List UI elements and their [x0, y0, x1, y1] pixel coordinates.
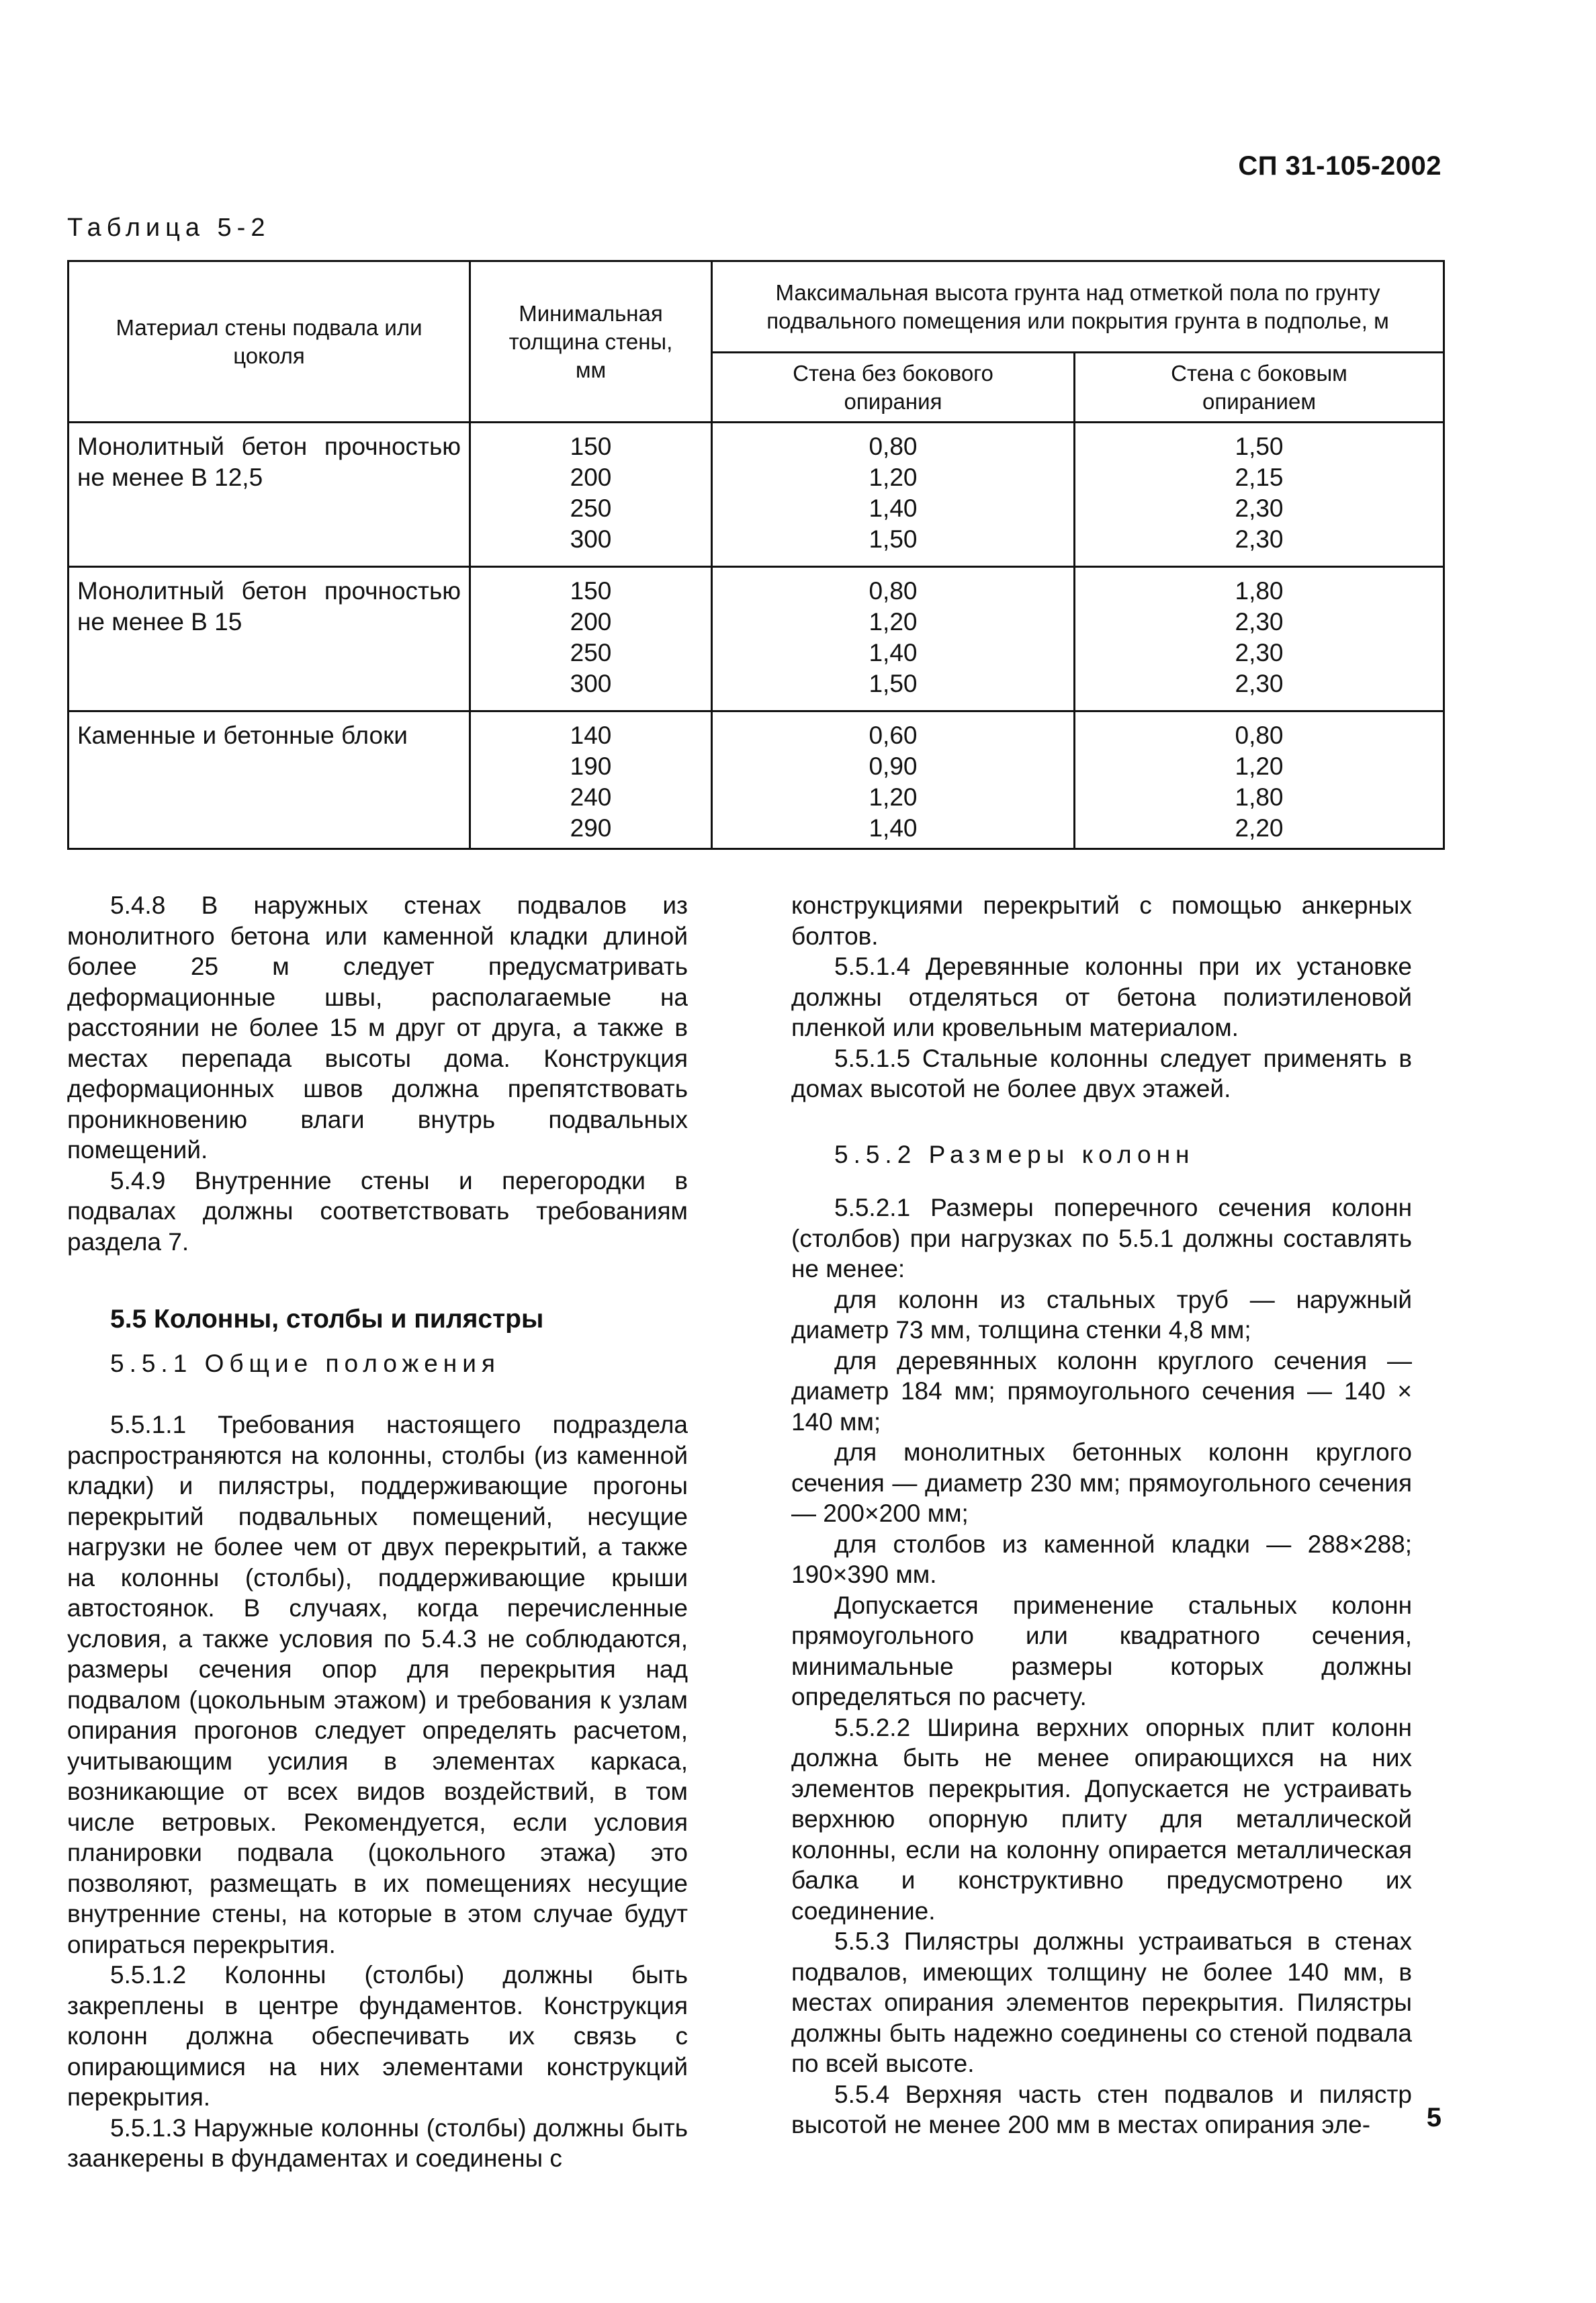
with-support-cell [1075, 711, 1444, 849]
thickness-cell [470, 423, 712, 567]
value: 1,40 [869, 814, 918, 842]
value: 1,40 [869, 494, 918, 522]
value: 300 [570, 525, 612, 553]
value: 1,50 [869, 525, 918, 553]
document-code: СП 31-105-2002 [1238, 151, 1442, 181]
no-support-cell [712, 711, 1075, 849]
value: 250 [570, 639, 612, 666]
value: 0,90 [869, 752, 918, 780]
value: 1,80 [1235, 577, 1284, 605]
value: 2,30 [1235, 670, 1284, 697]
value: 200 [570, 608, 612, 636]
list-item-masonry: для столбов из каменной кладки — 288×288; 190×390 мм. [791, 1530, 1412, 1588]
with-support-cell [1075, 423, 1444, 567]
list-item-concrete: для монолитных бетонных колонн круглого сечения — диаметр 230 мм; прямоугольного сечения — 200×200 мм; [791, 1438, 1412, 1527]
value: 0,80 [1235, 722, 1284, 749]
value: 1,20 [1235, 752, 1284, 780]
header-min-thickness: Минимальная толщина стены, мм [470, 261, 712, 423]
header-material: Материал стены подвала или цоколя [69, 261, 470, 423]
paragraph-5-5-1-3: 5.5.1.3 Наружные колонны (столбы) должны быть заанкерены в фундаментах и соединены с [67, 2114, 688, 2172]
no-support-cell [712, 423, 1075, 567]
value: 1,40 [869, 639, 918, 666]
header-max-height: Максимальная высота грунта над отметкой пола по грунту подвального помещения или покрытия грунта в подполье, м [712, 261, 1444, 353]
paragraph-5-5-2-2: 5.5.2.2 Ширина верхних опорных плит колонн должна быть не менее опирающихся на них элементов перекрытия. Допускается не устраивать верхнюю опорную плиту для металлической колонны, если на колонну опирается металлическая балка и конструктивно предусмотрено их соединение. [791, 1713, 1412, 1925]
value: 1,20 [869, 608, 918, 636]
value: 0,80 [869, 577, 918, 605]
subsection-heading: 5.5.2 Размеры колонн [834, 1140, 1195, 1168]
with-support-cell [1075, 567, 1444, 711]
table-row [69, 711, 1444, 849]
right-column [791, 890, 1412, 2140]
value: 1,20 [869, 783, 918, 811]
header-no-support: Стена без бокового опирания [712, 353, 1075, 423]
paragraph-5-5-1-4: 5.5.1.4 Деревянные колонны при их установке должны отделяться от бетона полиэтиленовой пленкой или кровельным материалом. [791, 953, 1412, 1041]
header-with-support: Стена с боковым опиранием [1075, 353, 1444, 423]
value: 1,20 [869, 464, 918, 491]
value: 0,80 [869, 433, 918, 460]
table-row [69, 567, 1444, 711]
value: 150 [570, 433, 612, 460]
value: 2,30 [1235, 525, 1284, 553]
value: 140 [570, 722, 612, 749]
paragraph-5-5-3: 5.5.3 Пилястры должны устраиваться в стенах подвалов, имеющих толщину не более 140 мм, в местах опирания элементов перекрытия. Пилястры должны быть надежно соединены со стеной подвала по всей высоте. [791, 1927, 1412, 2077]
table-row [69, 423, 1444, 567]
paragraph-5-4-9: 5.4.9 Внутренние стены и перегородки в подвалах должны соответствовать требованиям раздела 7. [67, 1166, 688, 1256]
material-cell: Монолитный бетон прочностью не менее В 15 [69, 567, 470, 711]
page-number: 5 [1426, 2103, 1442, 2132]
value: 1,50 [1235, 433, 1284, 460]
value: 150 [570, 577, 612, 605]
value: 250 [570, 494, 612, 522]
data-table [67, 260, 1445, 850]
value: 200 [570, 464, 612, 491]
thickness-cell [470, 567, 712, 711]
paragraph-5-4-8: 5.4.8 В наружных стенах подвалов из монолитного бетона или каменной кладки длиной более 25 м следует предусматривать деформационные швы, располагаемые на расстоянии не более 15 м друг от друга, а также в местах перепада высоты дома. Конструкция деформационных швов должна препятствовать проникновению влаги внутрь подвальных помещений. [67, 892, 688, 1164]
value: 2,15 [1235, 464, 1284, 491]
value: 2,30 [1235, 639, 1284, 666]
paragraph-5-5-1-2: 5.5.1.2 Колонны (столбы) должны быть закреплены в центре фундаментов. Конструкция колонн должна обеспечивать их связь с опирающимися на них элементами конструкций перекрытия. [67, 1961, 688, 2111]
thickness-cell [470, 711, 712, 849]
material-cell: Монолитный бетон прочностью не менее В 12,5 [69, 423, 470, 567]
list-item-steel: для колонн из стальных труб — наружный диаметр 73 мм, толщина стенки 4,8 мм; [791, 1285, 1412, 1344]
value: 0,60 [869, 722, 918, 749]
value: 1,80 [1235, 783, 1284, 811]
value: 290 [570, 814, 612, 842]
list-item-wood: для деревянных колонн круглого сечения — диаметр 184 мм; прямоугольного сечения — 140 × 140 мм; [791, 1346, 1412, 1436]
no-support-cell [712, 567, 1075, 711]
left-column [67, 890, 688, 2174]
paragraph-5-5-4: 5.5.4 Верхняя часть стен подвалов и пилястр высотой не менее 200 мм в местах опирания эле- [791, 2080, 1412, 2138]
value: 190 [570, 752, 612, 780]
value: 300 [570, 670, 612, 697]
paragraph-5-5-1-5: 5.5.1.5 Стальные колонны следует применять в домах высотой не более двух этажей. [791, 1044, 1412, 1102]
paragraph-allowed: Допускается применение стальных колонн прямоугольного или квадратного сечения, минимальные размеры которых должны определяться по расчету. [791, 1591, 1412, 1710]
table-title: Таблица 5-2 [67, 214, 271, 242]
value: 2,20 [1235, 814, 1284, 842]
paragraph-5-5-2-1: 5.5.2.1 Размеры поперечного сечения колонн (столбов) при нагрузках по 5.5.1 должны составлять не менее: [791, 1194, 1412, 1283]
material-cell: Каменные и бетонные блоки [69, 711, 470, 849]
section-heading: 5.5 Колонны, столбы и пилястры [110, 1305, 544, 1334]
value: 2,30 [1235, 608, 1284, 636]
paragraph-5-5-1-1: 5.5.1.1 Требования настоящего подраздела распространяются на колонны, столбы (из каменной кладки) и пилястры, поддерживающие прогоны перекрытий подвальных помещений, несущие нагрузки не более чем от двух перекрытий, а также на колонны (столбы), поддерживающие крыши автостоянок. В случаях, когда перечисленные условия, а также условия по 5.4.3 не соблюдаются, размеры сечения опор для перекрытия над подвалом (цокольным этажом) и требования к узлам опирания прогонов следует определять расчетом, учитывающим усилия в элементах каркаса, возникающие от всех видов воздействий, в том числе ветровых. Рекомендуется, если условия планировки подвала (цокольного этажа) это позволяют, размещать в их помещениях несущие внутренние стены, на которые в этом случае будут опираться перекрытия. [67, 1411, 688, 1958]
paragraph-continuation: конструкциями перекрытий с помощью анкерных болтов. [791, 892, 1412, 950]
value: 1,50 [869, 670, 918, 697]
subsection-heading: 5.5.1 Общие положения [110, 1349, 500, 1377]
value: 2,30 [1235, 494, 1284, 522]
value: 240 [570, 783, 612, 811]
